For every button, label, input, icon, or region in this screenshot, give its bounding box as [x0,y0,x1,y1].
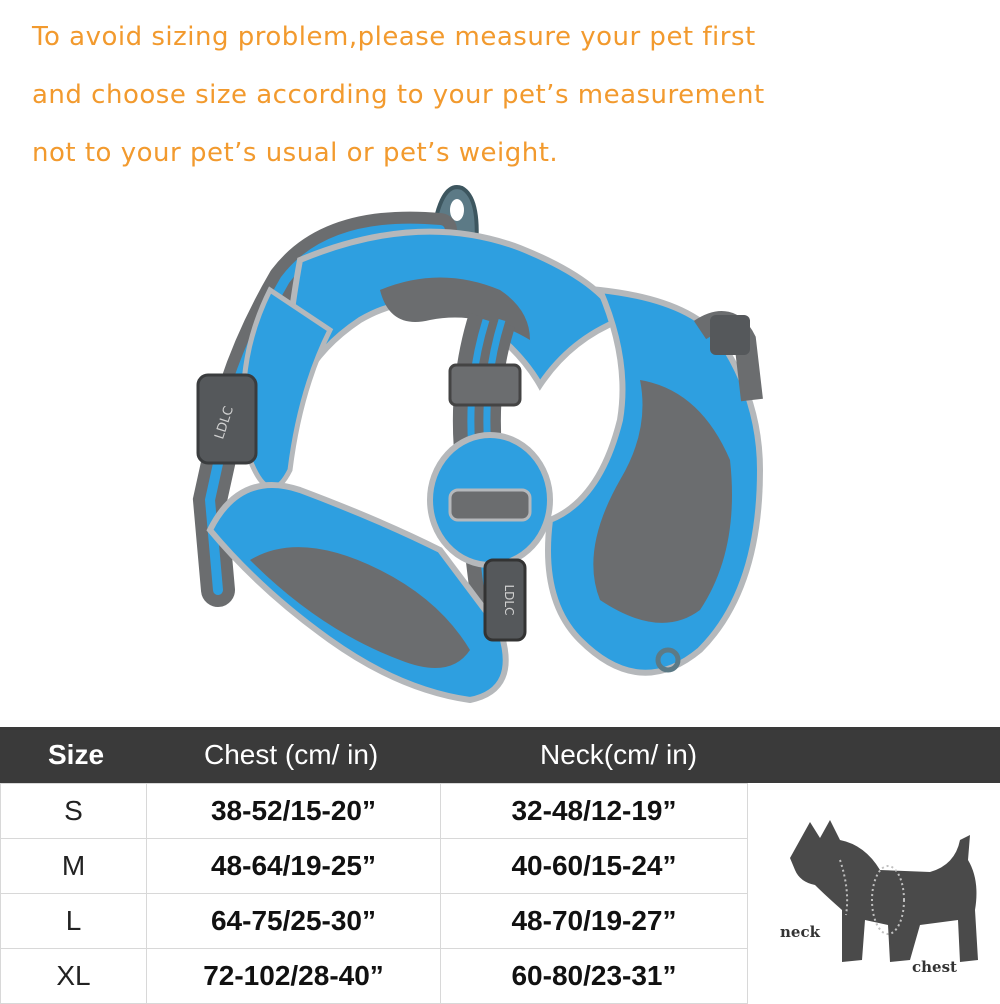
neck-cell: 40-60/15-24” [441,839,748,894]
size-table-header [0,727,1000,783]
dog-harness-icon [0,170,1000,730]
chest-label: chest [912,958,957,976]
left-buckle-brand: LDLC [212,404,237,442]
size-cell: S [1,784,147,839]
header-neck: Neck(cm/ in) [540,739,698,770]
neck-cell: 60-80/23-31” [441,949,748,1004]
size-cell: M [1,839,147,894]
center-buckle-brand: LDLC [502,584,516,616]
chest-cell: 64-75/25-30” [147,894,441,949]
table-row [1,839,748,894]
size-cell: L [1,894,147,949]
table-row [1,784,748,839]
neck-label: neck [780,923,820,941]
chest-cell: 48-64/19-25” [147,839,441,894]
neck-cell: 48-70/19-27” [441,894,748,949]
table-row [1,949,748,1004]
header-chest: Chest (cm/ in) [204,739,379,770]
sizing-notice-line-1: To avoid sizing problem,please measure your pet first [32,22,756,52]
size-table [0,783,748,1004]
sizing-notice-line-2: and choose size according to your pet’s measurement [32,80,765,110]
chest-cell: 38-52/15-20” [147,784,441,839]
sizing-notice-line-3: not to your pet’s usual or pet’s weight. [32,138,559,168]
chest-cell: 72-102/28-40” [147,949,441,1004]
neck-cell: 32-48/12-19” [441,784,748,839]
header-size: Size [48,739,105,770]
table-row [1,894,748,949]
size-cell: XL [1,949,147,1004]
scottish-terrier-icon [770,800,995,990]
